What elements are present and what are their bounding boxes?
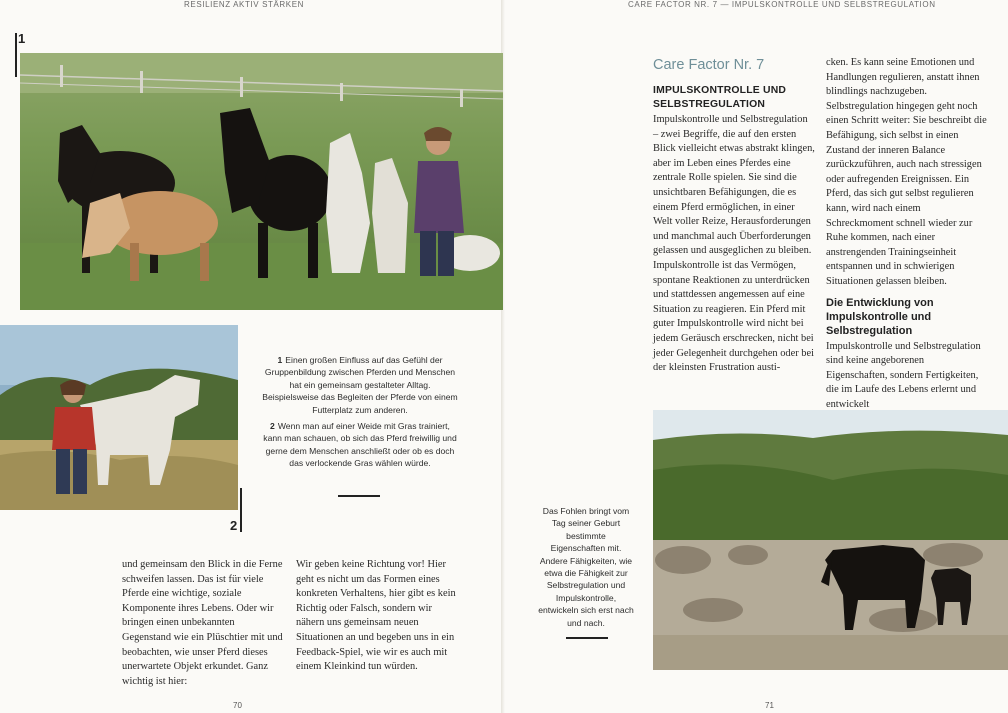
figure-1-marker: 1 [18, 31, 26, 46]
running-head-right: CARE FACTOR NR. 7 — IMPULSKONTROLLE UND SELBSTREGULATION [628, 0, 936, 9]
caption-rule-right [566, 637, 608, 639]
caption-figure-1 [262, 354, 458, 416]
care-factor-title: Care Factor Nr. 7 [653, 57, 765, 73]
left-paragraph-2: Wir geben keine Richtung vor! Hier geht es nicht um das Formen eines konkreten Verhaltens, hier gibt es kein Richtig oder Falsch, sondern wir nähern uns gemeinsam neuen Situationen an und begeben uns in ein Feedback-Spiel, wie wir es auch mit einem Kleinkind tun würden. [296, 559, 456, 673]
caption-block-left [262, 354, 458, 474]
left-body-col-1 [122, 558, 285, 689]
photo-horses-herd [20, 53, 503, 310]
subheading-impulskontrolle: IMPULSKONTROLLE UND SELBSTREGULATION [653, 85, 787, 110]
caption-2-text: Wenn man auf einer Weide mit Gras trainiert, kann man schauen, ob sich das Pferd freiwillig und gerne dem Menschen anschließt oder ob es doch das verlockende Gras wählen würde. [263, 421, 457, 469]
right-body-col-2 [826, 56, 988, 412]
running-head-left: RESILIENZ AKTIV STÄRKEN [184, 0, 305, 9]
caption-1-text: Einen großen Einfluss auf das Gefühl der Gruppenbildung zwischen Pferden und Menschen hat ein gemeinsam gestalteter Alltag. Beispielsweise das Begleiten der Pferde von einem Futterplatz zum anderen. [262, 355, 458, 415]
page-number-left: 70 [233, 701, 242, 710]
caption-2-number: 2 [270, 421, 275, 432]
caption-foal [538, 505, 634, 633]
photo-woman-white-horse [0, 325, 238, 510]
right-paragraph-3: Impulskontrolle und Selbstregulation sind keine angeborenen Eigenschaften, sondern Fertigkeiten, die im Laufe des Lebens erlernt und entwickelt [826, 340, 981, 410]
section-heading-entwicklung: Die Entwicklung von Impulskontrolle und Selbstregulation [826, 296, 934, 337]
caption-foal-text: Das Fohlen bringt vom Tag seiner Geburt bestimmte Eigenschaften mit. Andere Fähigkeiten, wie etwa die Fähigkeit zur Selbstregulation und Impulskontrolle, entwickeln sich erst nach und nach. [538, 506, 634, 628]
left-body-col-2 [296, 558, 459, 675]
photo-mare-and-foal [653, 410, 1008, 670]
figure-2-rule [240, 488, 242, 532]
right-paragraph-2: cken. Es kann seine Emotionen und Handlungen regulieren, anstatt ihnen blindlings nachzugeben. Selbstregulation hingegen geht noch einen Schritt weiter: Sie beschreibt die Befähigung, sich selbst in einen Zustand der inneren Balance zurückzuführen, auch nach stressigen oder aufregenden Ereignissen. Ein Pferd, das sich gut selbst regulieren kann, wird nach einem Schreckmoment schnell wieder zur Ruhe kommen, nach einer anstrengenden Trainingseinheit entspannen und in schwierigen Situationen gelassen bleiben. [826, 57, 987, 287]
caption-rule-left [338, 495, 380, 497]
left-paragraph-1: und gemeinsam den Blick in die Ferne schweifen lassen. Das ist für viele Pferde eine wichtige, soziale Komponente ihres Lebens. Oder wir bringen einen unbekannten Gegenstand wie ein Plüschtier mit und beobachten, wie unser Pferd dieses unerwartete Objekt erkundet. Ganz wichtig ist hier: [122, 559, 283, 687]
page-number-right: 71 [765, 701, 774, 710]
figure-2-marker: 2 [230, 518, 238, 533]
caption-figure-2 [262, 420, 458, 470]
caption-1-number: 1 [277, 355, 283, 365]
right-body-col-1 [653, 84, 815, 376]
figure-1-rule [15, 33, 17, 77]
right-paragraph-1: Impulskontrolle und Selbstregulation – zwei Begriffe, die auf den ersten Blick vielleicht etwas abstrakt klingen, aber im Leben eines Pferdes eine zentrale Rolle spielen. Sie sind die unsichtbaren Befähigungen, die es einem Pferd ermöglichen, in einer Welt voller Reize, Herausforderungen und manchmal auch Überforderungen gelassen und ausgeglichen zu bleiben. Impulskontrolle ist das Vermögen, spontane Reaktionen zu unterdrücken und stattdessen angemessen auf eine Situation zu reagieren. Ein Pferd mit guter Impulskontrolle wird nicht bei jedem Geräusch erschrecken, nicht bei jeder Gelegenheit durchgehen oder bei der kleinsten Frustration austi- [653, 114, 815, 374]
